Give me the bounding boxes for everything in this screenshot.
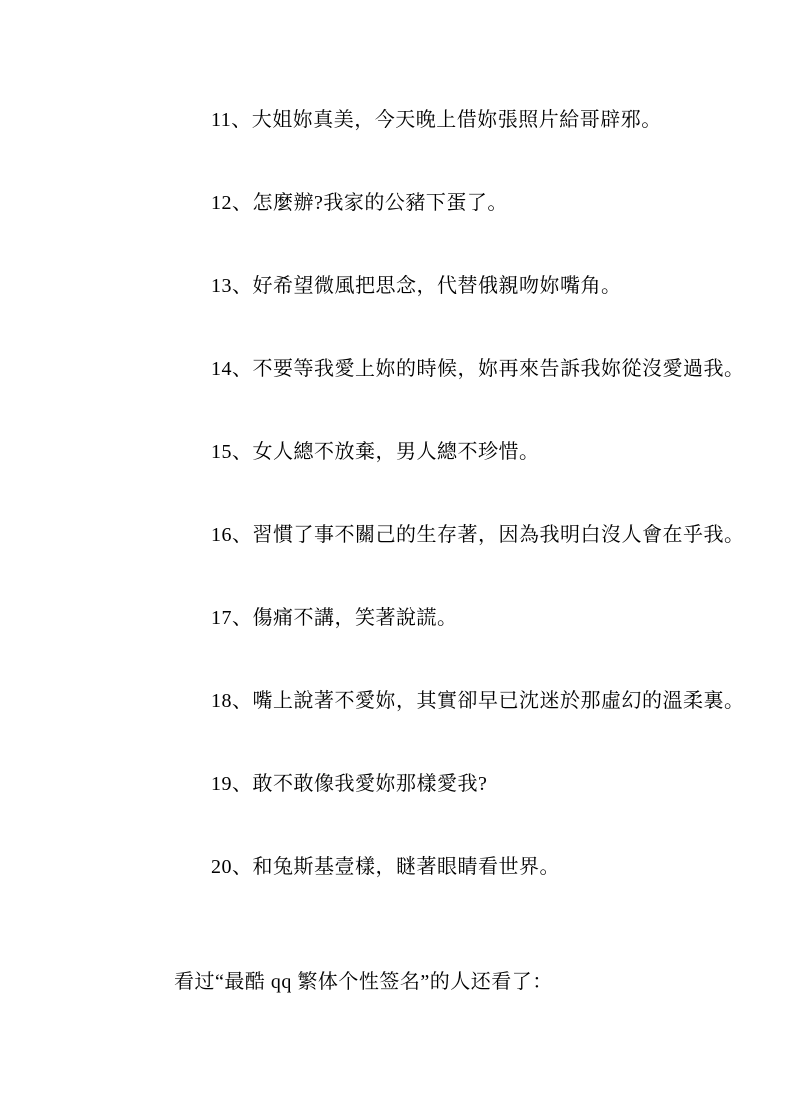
signature-list [211, 106, 771, 936]
signature-item-16: 16、習慣了事不關己的生存著，因為我明白沒人會在乎我。 [211, 524, 745, 546]
signature-item-14: 14、不要等我愛上妳的時候，妳再來告訴我妳從沒愛過我。 [211, 358, 745, 380]
signature-item-13: 13、好希望微風把思念，代替俄親吻妳嘴角。 [211, 275, 622, 297]
signature-item-18: 18、嘴上說著不愛妳，其實卻早已沈迷於那虛幻的溫柔裏。 [211, 690, 745, 712]
signature-item-20: 20、和兔斯基壹樣，瞇著眼睛看世界。 [211, 856, 560, 878]
signature-item-11: 11、大姐妳真美，今天晚上借妳張照片給哥辟邪。 [211, 109, 662, 131]
related-articles-heading: 看过“最酷 qq 繁体个性签名”的人还看了： [174, 971, 553, 993]
signature-item-15: 15、女人總不放棄，男人總不珍惜。 [211, 441, 540, 463]
signature-item-12: 12、怎麼辦?我家的公豬下蛋了。 [211, 192, 508, 214]
signature-item-19: 19、敢不敢像我愛妳那樣愛我? [211, 773, 488, 795]
signature-item-17: 17、傷痛不講，笑著說謊。 [211, 607, 458, 629]
